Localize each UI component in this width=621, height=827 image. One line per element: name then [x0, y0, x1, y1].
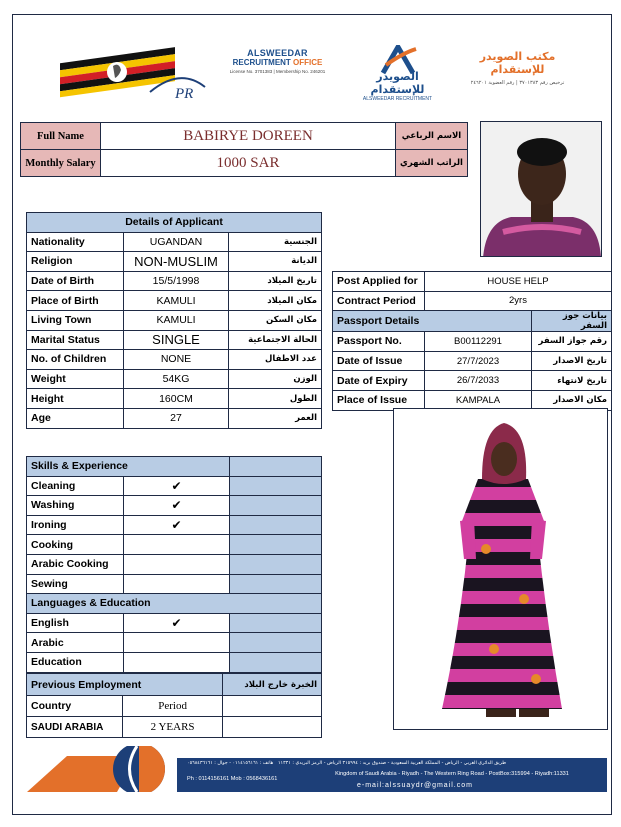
applicant-full-body-photo	[393, 408, 608, 730]
detail-value: 27	[124, 408, 229, 428]
language-extra	[229, 633, 321, 653]
detail-value: SINGLE	[124, 330, 229, 350]
passport-value: B00112291	[425, 332, 532, 352]
detail-arabic: الحالة الاجتماعية	[229, 330, 322, 350]
footer-phone: Ph : 0114156161 Mob : 0568436161	[187, 776, 278, 782]
detail-value: 15/5/1998	[124, 271, 229, 291]
detail-label: Living Town	[27, 310, 124, 330]
office-arabic-logo	[455, 50, 580, 86]
skill-label: Cooking	[27, 535, 124, 555]
post-applied-value: HOUSE HELP	[425, 272, 612, 292]
employment-title-arabic: الخبرة خارج البلاد	[222, 674, 321, 696]
footer-address-arabic: طريق الدائري الغربي - الرياض - المملكة العربية السعودية - صندوق بريد : ٣١٥٩٩٤ الرياض - الرمز البريدي : ١١٣٣١	[277, 761, 507, 766]
agency-name: ALSWEEDAR	[247, 48, 308, 58]
passport-label: Date of Expiry	[333, 371, 425, 391]
footer-phone-arabic: هاتف : ٠١١٤١٥٦١٦١ - جوال : ٠٥٦٨٤٣٦١٦١	[187, 761, 274, 766]
salary-label: Monthly Salary	[21, 150, 101, 177]
skill-check	[124, 535, 229, 555]
post-passport-table	[332, 271, 612, 411]
skills-table	[26, 456, 322, 673]
full-name-arabic: الاسم الرباعي	[396, 123, 468, 150]
full-name-value: BABIRYE DOREEN	[101, 123, 396, 150]
detail-label: Date of Birth	[27, 271, 124, 291]
detail-value: KAMULI	[124, 310, 229, 330]
detail-arabic: الطول	[229, 389, 322, 409]
passport-arabic: تاريخ الاصدار	[532, 351, 612, 371]
detail-arabic: العمر	[229, 408, 322, 428]
detail-value: 160CM	[124, 389, 229, 409]
employment-table	[26, 673, 322, 738]
skill-check: ✔	[124, 476, 229, 496]
skill-label: Cleaning	[27, 476, 124, 496]
skill-extra	[229, 535, 321, 555]
skill-label: Arabic Cooking	[27, 554, 124, 574]
skill-check: ✔	[124, 496, 229, 516]
skills-title: Skills & Experience	[27, 457, 230, 477]
language-extra	[229, 613, 321, 633]
detail-label: Nationality	[27, 232, 124, 252]
skill-extra	[229, 476, 321, 496]
detail-arabic: مكان السكن	[229, 310, 322, 330]
name-salary-table	[20, 122, 468, 177]
alsweedar-a-logo	[350, 45, 445, 100]
language-check	[124, 652, 229, 672]
passport-details-title: Passport Details	[333, 311, 532, 332]
detail-label: Marital Status	[27, 330, 124, 350]
detail-label: Height	[27, 389, 124, 409]
passport-details-arabic: بيانات جوز السفر	[532, 311, 612, 332]
country-label: Country	[27, 696, 123, 717]
skill-label: Sewing	[27, 574, 124, 594]
logo-arabic-name: الصويدر للإستقدام	[370, 70, 425, 96]
footer-address-english: Kingdom of Saudi Arabia - Riyadh - The Western Ring Road - PostBox:315994 - Riyadh:11331	[335, 771, 569, 777]
office-arabic-sub: ترخيص رقم ٣٧٠١٣٨٣ | رقم العضوية ٢٤٦٢٠١	[470, 80, 565, 86]
detail-value: NONE	[124, 350, 229, 370]
pr-logo-text: PR	[175, 86, 194, 102]
skill-label: Washing	[27, 496, 124, 516]
employment-title: Previous Employment	[27, 674, 223, 696]
period-label: Period	[123, 696, 222, 717]
language-check	[124, 633, 229, 653]
a-mark-icon	[378, 45, 418, 75]
passport-label: Place of Issue	[333, 390, 425, 410]
detail-arabic: الجنسية	[229, 232, 322, 252]
language-label: English	[27, 613, 124, 633]
language-extra	[229, 652, 321, 672]
footer	[27, 746, 607, 792]
footer-email: e-mail:alssuaydr@gmail.com	[357, 782, 473, 789]
passport-value: 26/7/2033	[425, 371, 532, 391]
period-value: 2 YEARS	[123, 717, 222, 738]
full-name-label: Full Name	[21, 123, 101, 150]
agency-english-logo	[220, 48, 335, 74]
detail-arabic: تاريخ الميلاد	[229, 271, 322, 291]
detail-label: Religion	[27, 252, 124, 272]
salary-arabic: الراتب الشهري	[396, 150, 468, 177]
passport-value: 27/7/2023	[425, 351, 532, 371]
country-value: SAUDI ARABIA	[27, 717, 123, 738]
detail-label: Weight	[27, 369, 124, 389]
passport-arabic: رقم جواز السفر	[532, 332, 612, 352]
language-check: ✔	[124, 613, 229, 633]
languages-title: Languages & Education	[27, 594, 322, 614]
detail-arabic: الديانة	[229, 252, 322, 272]
language-label: Education	[27, 652, 124, 672]
post-applied-label: Post Applied for	[333, 272, 425, 292]
skill-check	[124, 554, 229, 574]
detail-value: UGANDAN	[124, 232, 229, 252]
detail-arabic: عدد الاطفال	[229, 350, 322, 370]
contract-period-value: 2yrs	[425, 291, 612, 311]
passport-label: Date of Issue	[333, 351, 425, 371]
skill-extra	[229, 496, 321, 516]
logo-english-name: ALSWEEDAR RECRUITMENT	[362, 96, 433, 102]
footer-wave-logo	[27, 746, 187, 792]
skill-check: ✔	[124, 515, 229, 535]
contract-period-label: Contract Period	[333, 291, 425, 311]
skill-extra	[229, 515, 321, 535]
passport-label: Passport No.	[333, 332, 425, 352]
detail-value: 54KG	[124, 369, 229, 389]
detail-label: Age	[27, 408, 124, 428]
passport-arabic: تاريخ لانتهاء	[532, 371, 612, 391]
detail-label: Place of Birth	[27, 291, 124, 311]
skill-check	[124, 574, 229, 594]
detail-arabic: الوزن	[229, 369, 322, 389]
detail-label: No. of Children	[27, 350, 124, 370]
detail-arabic: مكان الميلاد	[229, 291, 322, 311]
applicant-headshot-photo	[480, 121, 602, 257]
passport-arabic: مكان الاصدار	[532, 390, 612, 410]
salary-value: 1000 SAR	[101, 150, 396, 177]
uganda-flag-logo	[55, 42, 215, 104]
detail-value: KAMULI	[124, 291, 229, 311]
passport-value: KAMPALA	[425, 390, 532, 410]
skill-extra	[229, 574, 321, 594]
agency-office: OFFICE	[293, 58, 323, 67]
details-title: Details of Applicant	[27, 213, 322, 233]
agency-license: License No. 3701383 | Membership No. 246201	[229, 69, 326, 74]
detail-value: NON-MUSLIM	[124, 252, 229, 272]
language-label: Arabic	[27, 633, 124, 653]
office-arabic-title: مكتب الصويدر للإستقدام	[479, 50, 556, 76]
skill-label: Ironing	[27, 515, 124, 535]
agency-recruitment: RECRUITMENT	[232, 58, 294, 67]
details-table	[26, 212, 322, 429]
skill-extra	[229, 554, 321, 574]
